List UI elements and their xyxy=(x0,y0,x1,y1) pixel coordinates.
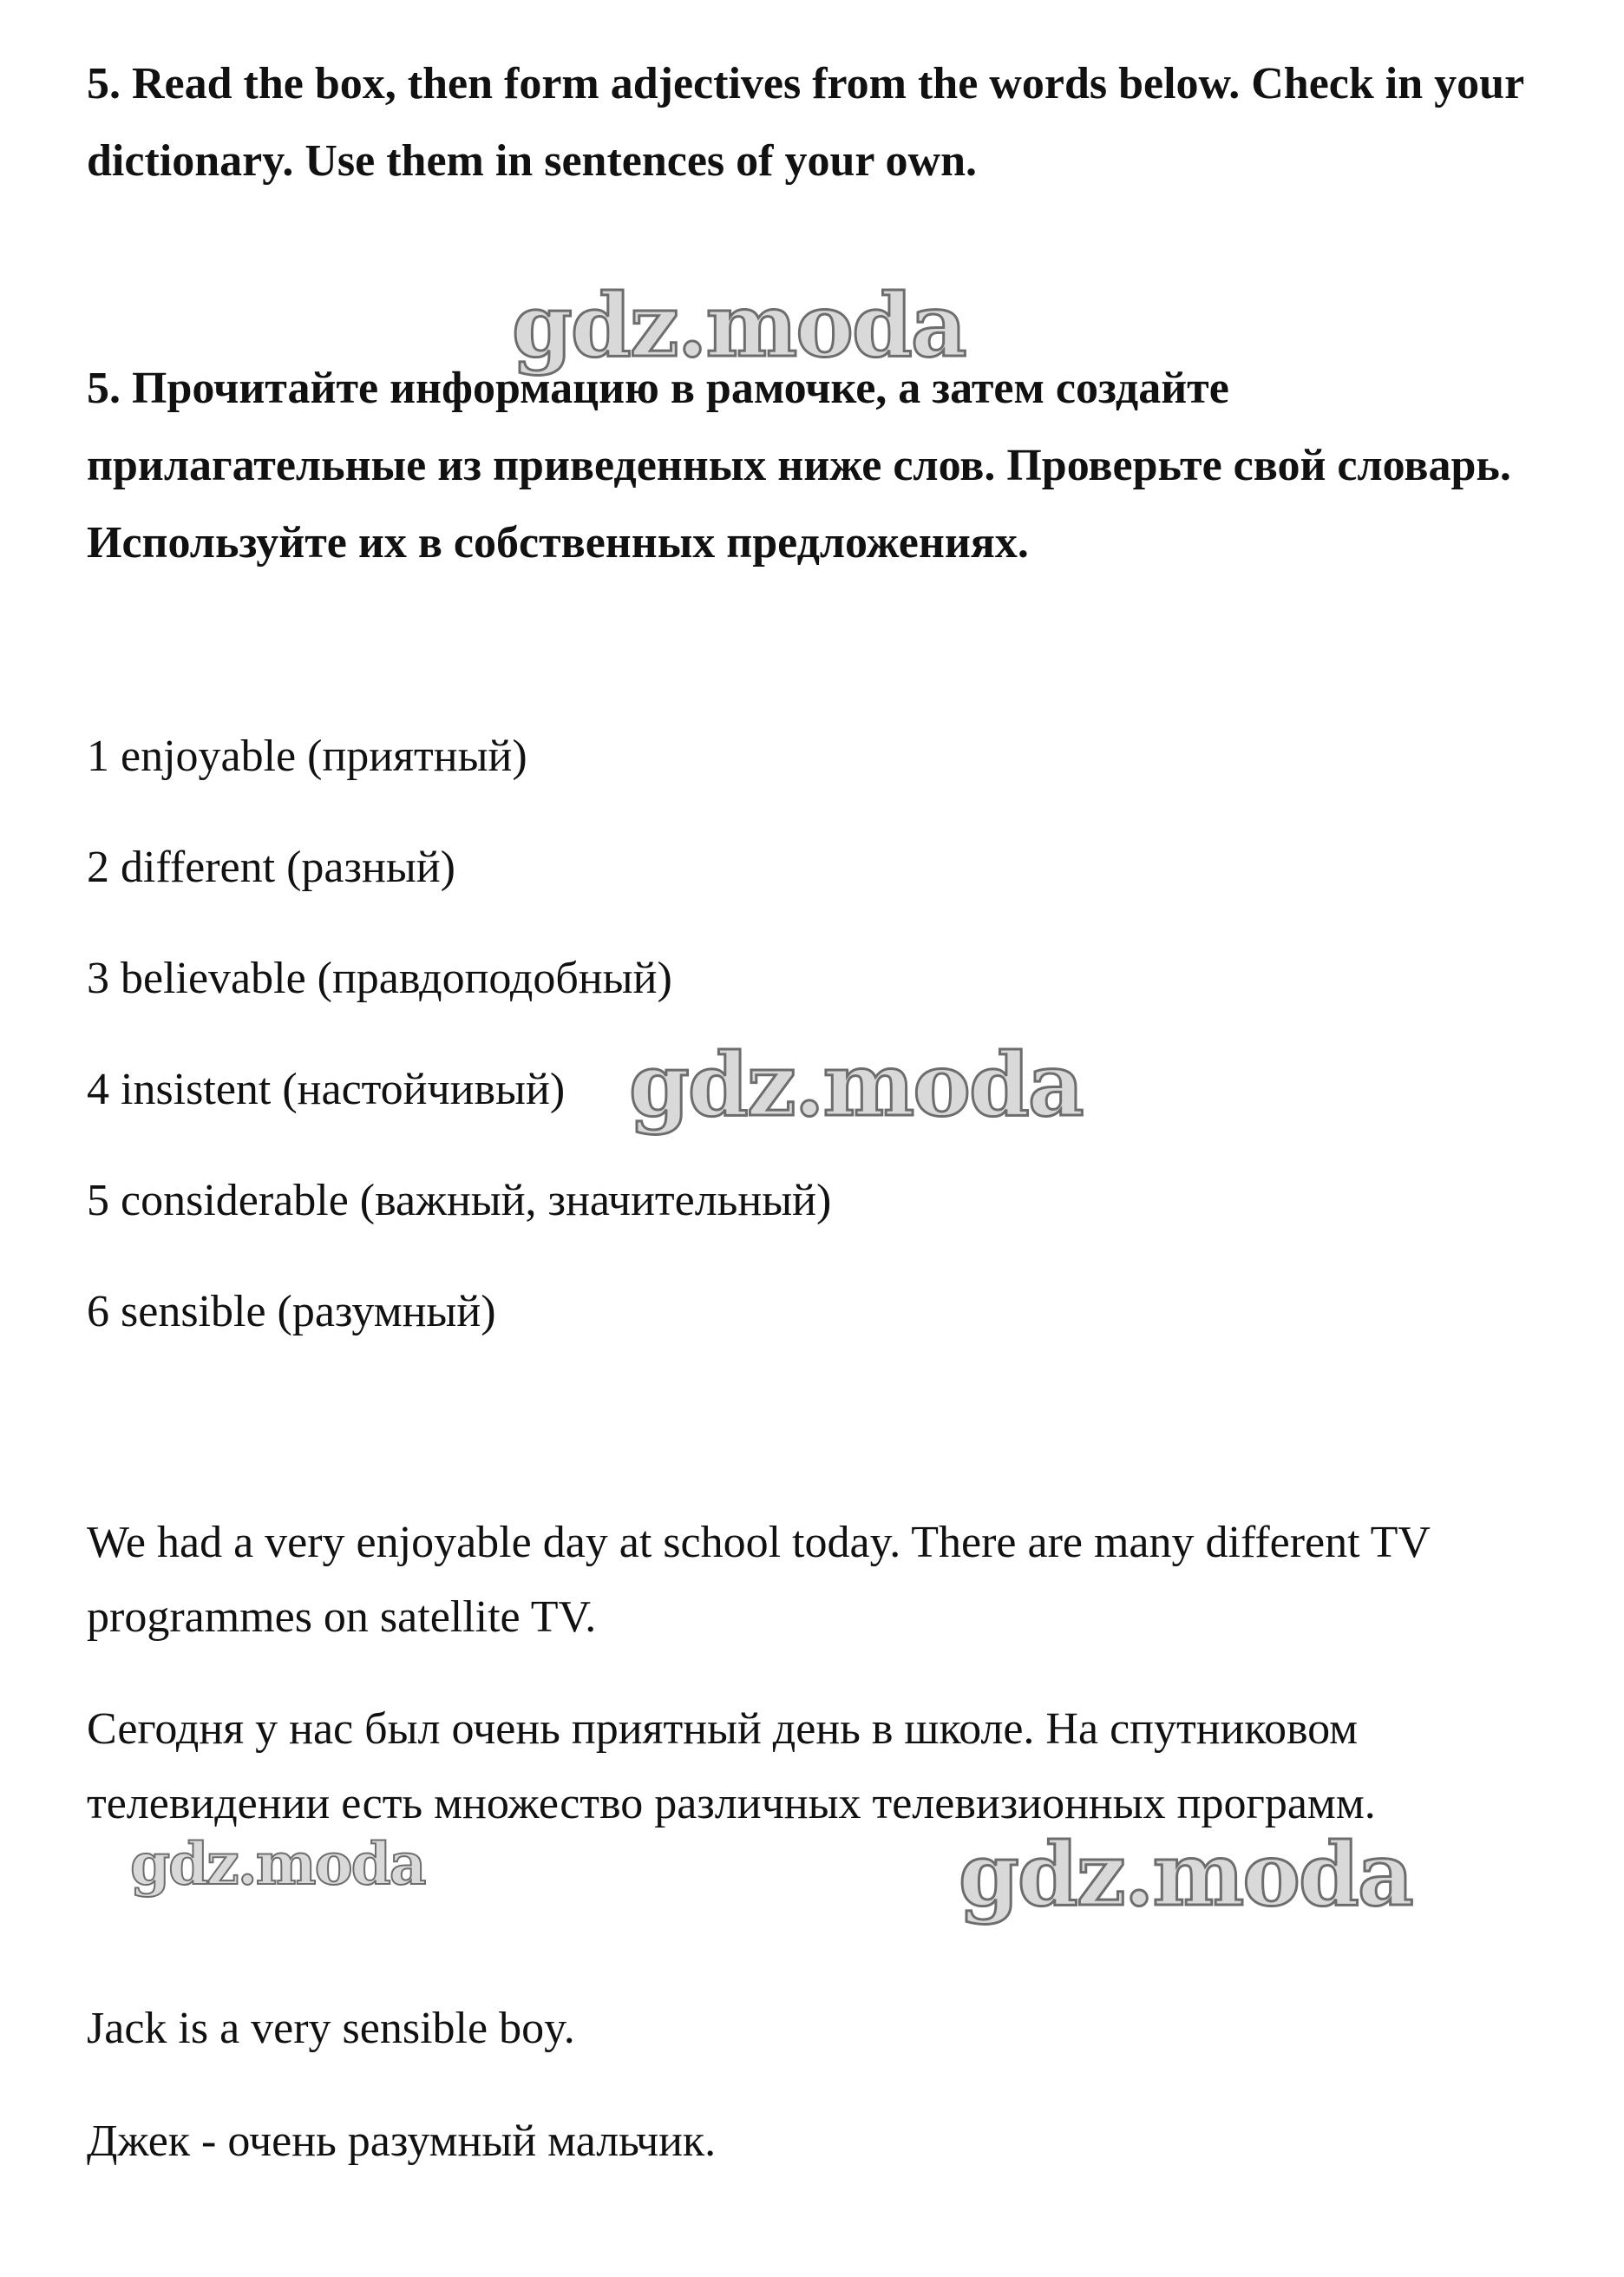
example-2-english: Jack is a very sensible boy. xyxy=(87,2004,575,2053)
watermark: gdz.moda xyxy=(959,1823,1412,1926)
task-instruction-russian: 5. Прочитайте информацию в рамочке, а затем создайте прилагательные из приведенных ниже слов. Проверьте свой словарь. Используйте их в собственных предложениях. xyxy=(87,364,1511,568)
watermark: gdz.moda xyxy=(130,1830,425,1898)
answer-item-4: 4 insistent (настойчивый) xyxy=(87,1065,566,1114)
answer-item-2: 2 different (разный) xyxy=(87,843,455,892)
answer-item-1: 1 enjoyable (приятный) xyxy=(87,732,527,781)
watermark: gdz.moda xyxy=(512,274,966,377)
example-2-russian: Джек - очень разумный мальчик. xyxy=(87,2116,717,2166)
example-1-russian: Сегодня у нас был очень приятный день в школе. На спутниковом телевидении есть множество различных телевизионных программ. xyxy=(87,1704,1376,1828)
answer-item-6: 6 sensible (разумный) xyxy=(87,1287,496,1336)
answer-item-5: 5 considerable (важный, значительный) xyxy=(87,1176,832,1225)
answer-item-3: 3 believable (правдоподобный) xyxy=(87,954,672,1003)
watermark: gdz.moda xyxy=(629,1034,1083,1136)
task-instruction-english: 5. Read the box, then form adjectives from the words below. Check in your dictionary. Use them in sentences of your own. xyxy=(87,59,1524,186)
example-1-english: We had a very enjoyable day at school today. There are many different TV programmes on satellite TV. xyxy=(87,1518,1431,1642)
